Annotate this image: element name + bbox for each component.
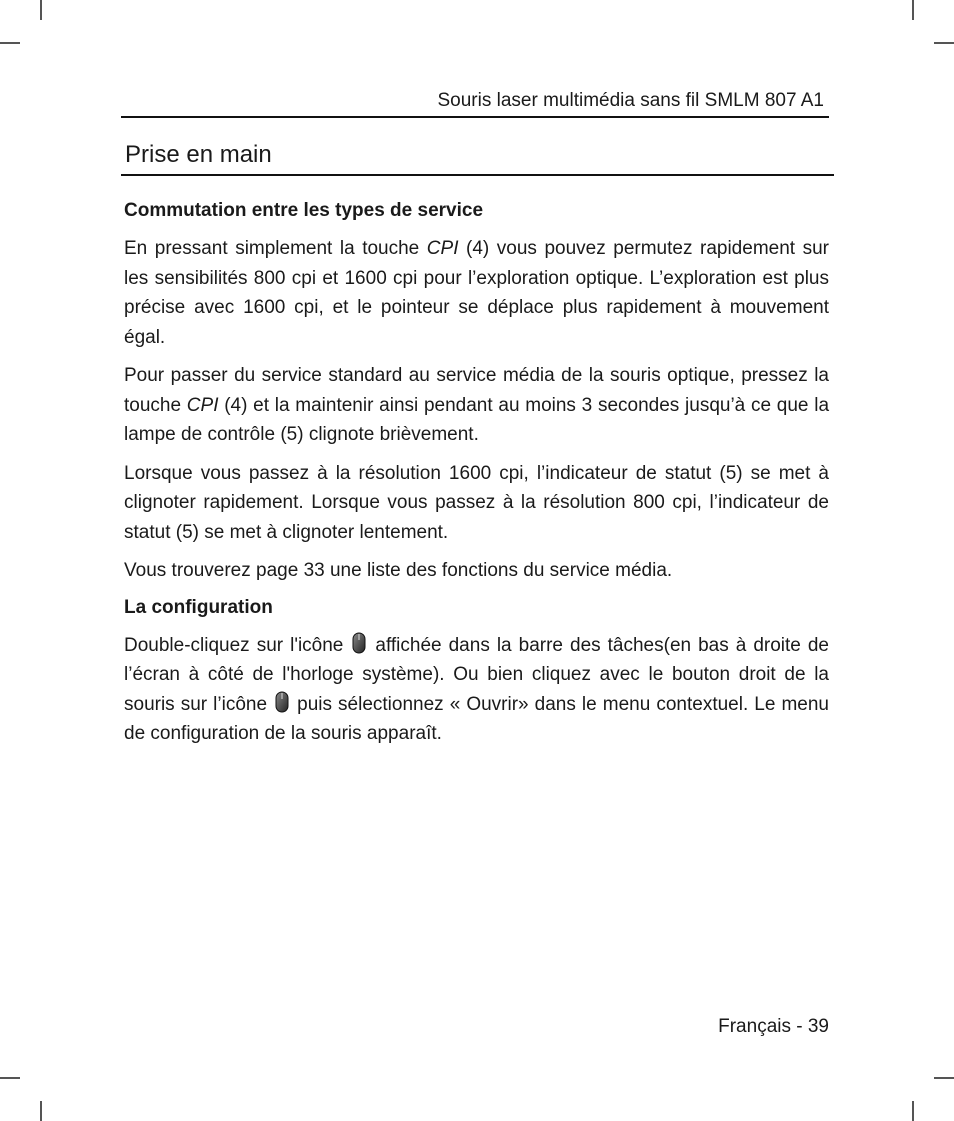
service-heading: Commutation entre les types de service <box>124 200 484 221</box>
section-rule <box>121 174 834 176</box>
cpi-key-name: CPI <box>186 394 219 416</box>
crop-mark <box>40 1101 42 1121</box>
crop-mark <box>40 0 42 20</box>
cpi-key-name: CPI <box>426 238 459 259</box>
body-content <box>124 198 829 749</box>
header-rule <box>121 116 829 118</box>
crop-mark <box>934 42 954 44</box>
configuration-paragraph <box>124 631 829 749</box>
mouse-icon <box>352 632 366 654</box>
section-title: Prise en main <box>125 141 272 168</box>
configuration-heading: La configuration <box>124 596 273 618</box>
text-run: affichée dans la barre des tâches(en bas à droite de l’écran à côté de l'horloge système). Ou bien cliquez avec le bouton droit de la souris sur l’icône <box>124 634 829 715</box>
text-run: (4) et la maintenir ainsi pendant au moins 3 secondes jusqu’à ce que la lampe de contrôle (5) clignote brièvement. <box>124 394 830 445</box>
crop-mark <box>912 1101 914 1121</box>
service-paragraph-3: Lorsque vous passez à la résolution 1600 cpi, l’indicateur de statut (5) se met à clignoter rapidement. Lorsque vous passez à la résolution 800 cpi, l’indicateur de statut (5) se met à clignoter lentement. <box>124 462 829 543</box>
crop-mark <box>0 42 20 44</box>
text-run: Pour passer du service standard au service média de la souris optique, pressez la touche <box>124 365 829 416</box>
text-run: Double-cliquez sur l'icône <box>124 634 351 656</box>
crop-mark <box>0 1077 20 1079</box>
text-run: puis sélectionnez « Ouvrir» dans le menu contextuel. Le menu de configuration de la souris apparaît. <box>124 693 829 744</box>
service-paragraph-4: Vous trouverez page 33 une liste des fonctions du service média. <box>124 560 673 581</box>
text-run: En pressant simplement la touche <box>124 238 427 259</box>
service-paragraph-2 <box>124 361 829 450</box>
service-paragraph-1 <box>124 234 829 352</box>
crop-mark <box>912 0 914 20</box>
crop-mark <box>934 1077 954 1079</box>
text-run: (4) vous pouvez permutez rapidement sur les sensibilités 800 cpi et 1600 cpi pour l’exploration optique. L’exploration est plus précise avec 1600 cpi, et le pointeur se déplace plus rapidement à mouvement égal. <box>124 238 829 348</box>
running-header: Souris laser multimédia sans fil SMLM 807 A1 <box>437 90 824 111</box>
page-number: Français - 39 <box>718 1016 829 1037</box>
mouse-icon <box>275 691 289 713</box>
